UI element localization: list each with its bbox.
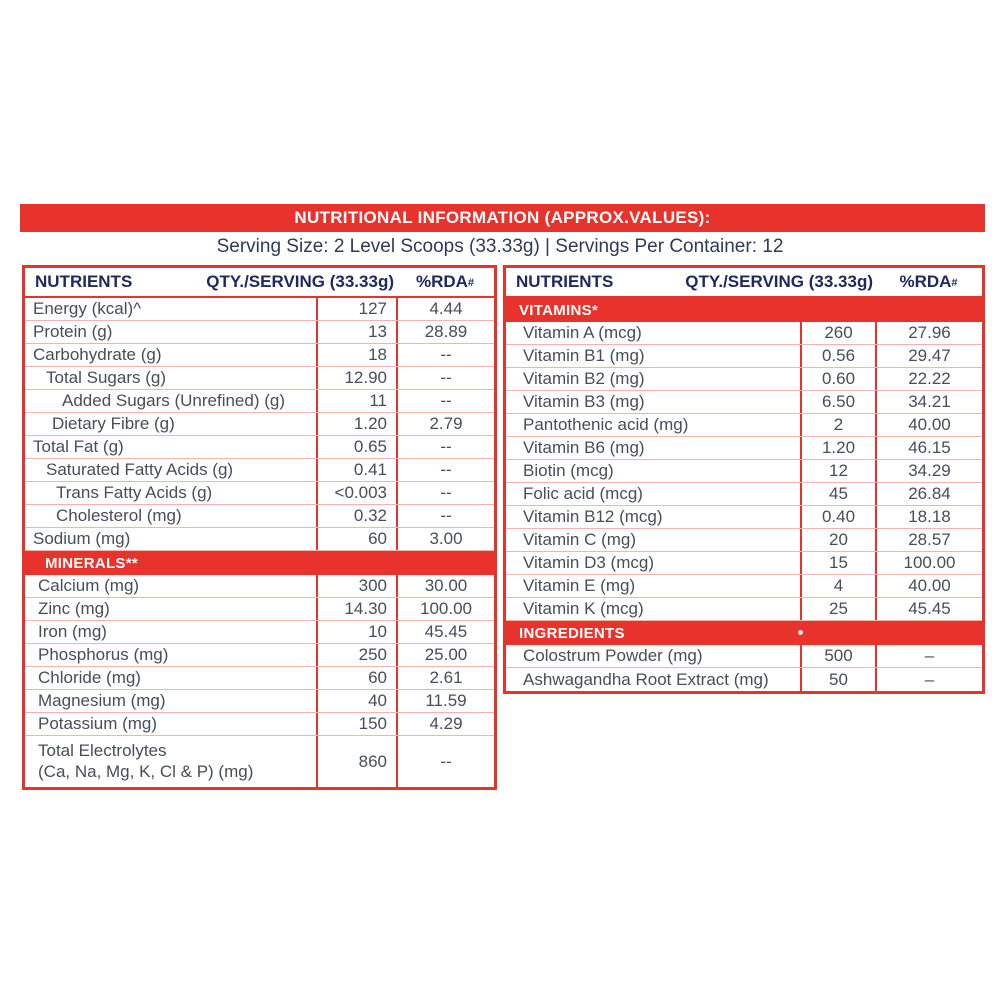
rda-value: 28.57 xyxy=(875,529,982,551)
table-row xyxy=(25,690,494,713)
qty-value: 25 xyxy=(800,598,875,620)
qty-value: 2 xyxy=(800,414,875,436)
nutrient-label: Vitamin K (mcg) xyxy=(523,599,644,618)
vitamins-section-title: VITAMINS* xyxy=(519,301,599,319)
rda-value: 100.00 xyxy=(396,598,494,620)
table-row-electrolytes xyxy=(25,736,494,787)
rda-value: – xyxy=(875,645,982,667)
rda-value: 28.89 xyxy=(396,321,494,343)
rda-value: 4.29 xyxy=(396,713,494,735)
rda-value: 45.45 xyxy=(396,621,494,643)
nutrient-label: Vitamin B12 (mcg) xyxy=(523,507,663,526)
nutrient-label: Dietary Fibre (g) xyxy=(52,414,175,433)
ingredients-section-title: INGREDIENTS xyxy=(519,624,625,642)
rda-value: -- xyxy=(396,344,494,366)
nutrient-label: Total Sugars (g) xyxy=(46,368,166,387)
table-row xyxy=(506,645,982,668)
col-qty-serving: QTY./SERVING (33.33g) xyxy=(685,272,873,291)
rda-value: -- xyxy=(396,436,494,458)
table-row xyxy=(25,413,494,436)
table-row xyxy=(506,322,982,345)
col-rda: %RDA# xyxy=(899,272,958,291)
qty-value: 250 xyxy=(316,644,396,666)
nutrients-table-right xyxy=(503,265,985,694)
nutrient-label: Protein (g) xyxy=(33,322,113,341)
rda-value: 100.00 xyxy=(875,552,982,574)
rda-value: 34.21 xyxy=(875,391,982,413)
nutrient-label: Vitamin D3 (mcg) xyxy=(523,553,654,572)
title-text: NUTRITIONAL INFORMATION (APPROX.VALUES): xyxy=(294,208,711,227)
qty-value: 1.20 xyxy=(800,437,875,459)
qty-value: 40 xyxy=(316,690,396,712)
table-row xyxy=(25,298,494,321)
qty-value: 11 xyxy=(316,390,396,412)
rda-hash-superscript: # xyxy=(951,277,958,289)
rda-value: -- xyxy=(396,367,494,389)
col-nutrients: NUTRIENTS xyxy=(516,272,614,291)
minerals-section-title: MINERALS** xyxy=(45,554,139,572)
qty-value: 12.90 xyxy=(316,367,396,389)
table-row xyxy=(506,460,982,483)
nutrient-label: Added Sugars (Unrefined) (g) xyxy=(62,391,286,410)
rda-value: -- xyxy=(396,390,494,412)
qty-value: <0.003 xyxy=(316,482,396,504)
nutrient-label: Cholesterol (mg) xyxy=(56,506,182,525)
qty-value: 127 xyxy=(316,298,396,320)
nutrient-label: Vitamin B1 (mg) xyxy=(523,346,645,365)
nutrient-label: Magnesium (mg) xyxy=(38,691,166,710)
rda-value: 3.00 xyxy=(396,528,494,550)
rda-value: 2.79 xyxy=(396,413,494,435)
serving-line: Serving Size: 2 Level Scoops (33.33g) | Servings Per Container: 12 xyxy=(216,236,784,257)
rda-value: 29.47 xyxy=(875,345,982,367)
nutrient-label: Vitamin B2 (mg) xyxy=(523,369,645,388)
rda-value: -- xyxy=(396,459,494,481)
rda-value: – xyxy=(875,668,982,691)
qty-value: 45 xyxy=(800,483,875,505)
table-row xyxy=(506,368,982,391)
rda-value: -- xyxy=(396,505,494,527)
table-row xyxy=(25,459,494,482)
nutrient-label: Phosphorus (mg) xyxy=(38,645,169,664)
qty-value: 4 xyxy=(800,575,875,597)
table-row xyxy=(506,345,982,368)
table-row xyxy=(25,667,494,690)
table-row xyxy=(25,344,494,367)
nutrient-label: Carbohydrate (g) xyxy=(33,345,162,364)
qty-value: 10 xyxy=(316,621,396,643)
qty-value: 1.20 xyxy=(316,413,396,435)
qty-value: 150 xyxy=(316,713,396,735)
table-row xyxy=(25,644,494,667)
qty-value: 260 xyxy=(800,322,875,344)
nutrient-label: Colostrum Powder (mg) xyxy=(523,646,703,665)
table-row xyxy=(25,436,494,459)
rda-value: -- xyxy=(396,482,494,504)
qty-value: 0.40 xyxy=(800,506,875,528)
qty-value: 14.30 xyxy=(316,598,396,620)
electrolytes-label-line2: (Ca, Na, Mg, K, Cl & P) (mg) xyxy=(38,761,254,781)
qty-value: 300 xyxy=(316,575,396,597)
table-row xyxy=(506,598,982,621)
table-row xyxy=(25,713,494,736)
table-row xyxy=(25,528,494,551)
table-row xyxy=(506,668,982,691)
qty-value: 6.50 xyxy=(800,391,875,413)
qty-value: 13 xyxy=(316,321,396,343)
table-row xyxy=(25,321,494,344)
nutrient-label: Total Fat (g) xyxy=(33,437,124,456)
qty-value: 50 xyxy=(800,668,875,691)
nutrient-label: Sodium (mg) xyxy=(33,529,131,548)
nutrient-label: Vitamin B3 (mg) xyxy=(523,392,645,411)
nutrient-label: Potassium (mg) xyxy=(38,714,158,733)
qty-value: 15 xyxy=(800,552,875,574)
rda-value: 4.44 xyxy=(396,298,494,320)
nutrient-label: Trans Fatty Acids (g) xyxy=(56,483,213,502)
nutrient-label: Saturated Fatty Acids (g) xyxy=(46,460,234,479)
nutrient-label: Vitamin B6 (mg) xyxy=(523,438,645,457)
table-row xyxy=(506,552,982,575)
rda-value: 27.96 xyxy=(875,322,982,344)
rda-value: 40.00 xyxy=(875,575,982,597)
table-row xyxy=(25,367,494,390)
table-row xyxy=(506,437,982,460)
rda-hash-superscript: # xyxy=(467,277,475,289)
table-row xyxy=(25,575,494,598)
rda-value: 40.00 xyxy=(875,414,982,436)
rda-value: 46.15 xyxy=(875,437,982,459)
qty-value: 0.32 xyxy=(316,505,396,527)
rda-value: 11.59 xyxy=(396,690,494,712)
table-header-left xyxy=(25,268,494,298)
nutrient-label: Pantothenic acid (mg) xyxy=(523,415,689,434)
vitamins-section-header xyxy=(506,298,982,322)
nutrient-label: Vitamin C (mg) xyxy=(523,530,637,549)
nutrient-label: Iron (mg) xyxy=(38,622,107,641)
table-row xyxy=(25,390,494,413)
ingredients-section-header xyxy=(506,621,982,645)
qty-value: 20 xyxy=(800,529,875,551)
qty-value: 500 xyxy=(800,645,875,667)
nutrient-label: Folic acid (mcg) xyxy=(523,484,643,503)
rda-value: -- xyxy=(396,736,494,787)
minerals-section-header xyxy=(25,551,494,575)
table-row xyxy=(506,529,982,552)
qty-value: 18 xyxy=(316,344,396,366)
col-nutrients: NUTRIENTS xyxy=(35,272,133,291)
qty-value: 860 xyxy=(316,736,396,787)
qty-value: 12 xyxy=(800,460,875,482)
col-qty-serving: QTY./SERVING (33.33g) xyxy=(206,272,394,291)
qty-value: 0.65 xyxy=(316,436,396,458)
electrolytes-label-line1: Total Electrolytes xyxy=(38,741,167,761)
table-row xyxy=(25,482,494,505)
nutrient-label: Vitamin E (mg) xyxy=(523,576,636,595)
rda-value: 34.29 xyxy=(875,460,982,482)
rda-value: 26.84 xyxy=(875,483,982,505)
table-row xyxy=(25,505,494,528)
nutrient-label: Zinc (mg) xyxy=(38,599,110,618)
nutrient-label: Chloride (mg) xyxy=(38,668,141,687)
qty-value: 60 xyxy=(316,667,396,689)
table-row xyxy=(506,414,982,437)
rda-value: 30.00 xyxy=(396,575,494,597)
qty-value: 0.41 xyxy=(316,459,396,481)
rda-value: 45.45 xyxy=(875,598,982,620)
rda-value: 18.18 xyxy=(875,506,982,528)
table-row xyxy=(506,506,982,529)
table-row xyxy=(506,391,982,414)
nutrients-table-left xyxy=(22,265,497,790)
qty-value: 60 xyxy=(316,528,396,550)
decorative-dot xyxy=(798,630,803,635)
qty-value: 0.60 xyxy=(800,368,875,390)
table-row xyxy=(506,575,982,598)
table-header-right xyxy=(506,268,982,298)
rda-value: 25.00 xyxy=(396,644,494,666)
rda-value: 2.61 xyxy=(396,667,494,689)
nutrient-label: Calcium (mg) xyxy=(38,576,140,595)
qty-value: 0.56 xyxy=(800,345,875,367)
title-bar xyxy=(20,204,985,232)
nutrient-label: Ashwagandha Root Extract (mg) xyxy=(523,669,769,689)
nutrient-label: Energy (kcal)^ xyxy=(33,299,142,318)
table-row xyxy=(25,621,494,644)
nutrient-label: Biotin (mcg) xyxy=(523,461,614,480)
nutrient-label: Vitamin A (mcg) xyxy=(523,323,642,342)
rda-value: 22.22 xyxy=(875,368,982,390)
table-row xyxy=(506,483,982,506)
col-rda: %RDA# xyxy=(415,272,475,291)
nutrient-label xyxy=(25,736,316,787)
table-row xyxy=(25,598,494,621)
